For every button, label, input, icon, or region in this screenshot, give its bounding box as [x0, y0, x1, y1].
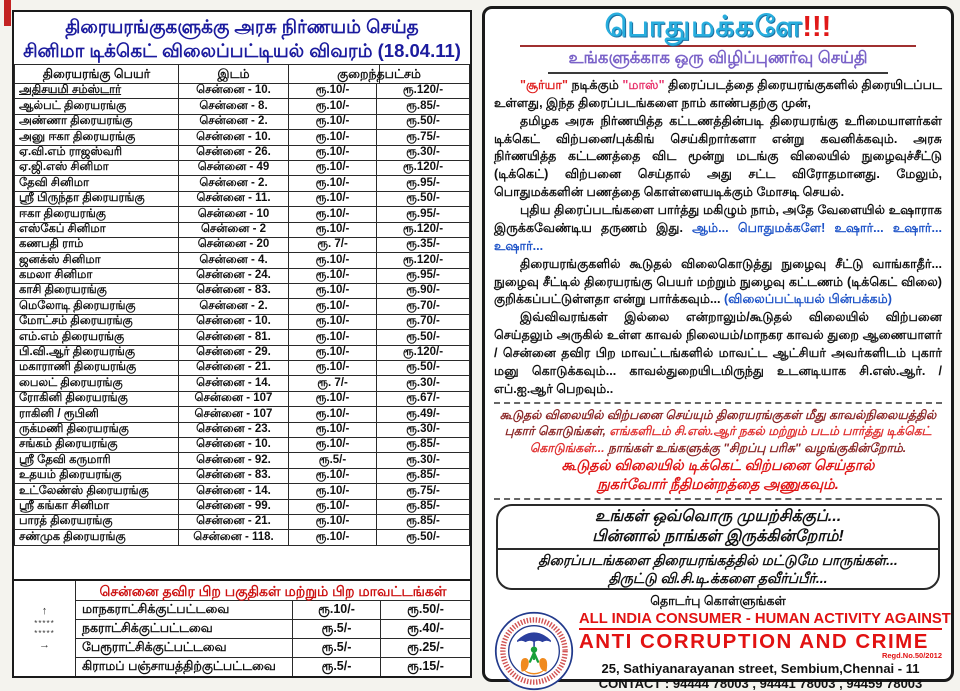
theatre-max-price: ரூ.95/- — [377, 207, 470, 222]
district-row — [76, 620, 470, 639]
pledge-advice-line1: திரைப்படங்களை திரையரங்கத்தில் மட்டுமே பாருங்கள்... — [538, 552, 898, 569]
theatre-rows — [15, 84, 470, 546]
theatre-min-price: ரூ.10/- — [289, 407, 377, 422]
col-header-location: இடம் — [179, 65, 289, 84]
theatre-location: சென்னை - 2. — [179, 299, 289, 314]
table-row — [15, 330, 470, 345]
paragraph-3 — [494, 202, 942, 256]
district-min-price: ரூ.5/- — [292, 639, 380, 657]
theatre-max-price: ரூ.30/- — [377, 422, 470, 437]
table-row — [15, 99, 470, 114]
theatre-name: ரோகினி திரையரங்கு — [15, 391, 179, 406]
awareness-title-exclaim: !!! — [802, 11, 832, 43]
district-min-price: ரூ.10/- — [292, 601, 380, 619]
theatre-min-price: ரூ.10/- — [289, 468, 377, 483]
actor-name: "சூர்யா" — [520, 77, 568, 92]
theatre-location: சென்னை - 21. — [179, 514, 289, 529]
reward-notice — [494, 407, 942, 457]
theatre-max-price: ரூ.50/- — [377, 191, 470, 206]
theatre-max-price: ரூ.49/- — [377, 407, 470, 422]
theatre-max-price: ரூ.120/- — [377, 222, 470, 237]
registration-number: Regd.No.50/2012 — [881, 651, 942, 661]
table-row — [15, 484, 470, 499]
price-list-title-line2: சினிமா டிக்கெட் விலைப்பட்டியல் விவரம் (18.04.11) — [23, 40, 461, 62]
district-category: கிராமப் பஞ்சாயத்திற்குட்பட்டவை — [82, 659, 276, 673]
theatre-name: காசி திரையரங்கு — [15, 284, 179, 299]
theatre-location: சென்னை - 92. — [179, 453, 289, 468]
table-row — [15, 499, 470, 514]
corner-mark — [4, 0, 11, 26]
reward-notice-red: எங்களிடம் சி.எஸ்.ஆர் நகல் மற்றும் படம் பார்த்து டிக்கெட் கொடுங்கள்... — [529, 424, 932, 455]
district-category: நகராட்சிக்குட்பட்டவை — [82, 621, 213, 635]
theatre-max-price: ரூ.30/- — [377, 453, 470, 468]
theatre-location: சென்னை - 81. — [179, 330, 289, 345]
theatre-name: மகாராணி திரையரங்கு — [15, 361, 179, 376]
theatre-location: சென்னை - 10. — [179, 437, 289, 452]
pledge-advice — [498, 550, 938, 588]
table-row — [15, 191, 470, 206]
theatre-min-price: ரூ.10/- — [289, 530, 377, 545]
districts-header: சென்னை தவிர பிற பகுதிகள் மற்றும் பிற மாவட்டங்கள் — [76, 581, 470, 601]
dashed-divider — [494, 498, 942, 500]
theatre-name: எம்.எம் திரையரங்கு — [15, 330, 179, 345]
theatre-name: எஸ்கேப் சினிமா — [15, 222, 179, 237]
go-references — [14, 581, 76, 676]
theatre-min-price: ரூ. 7/- — [289, 237, 377, 252]
table-row — [15, 361, 470, 376]
theatre-location: சென்னை - 10. — [179, 84, 289, 99]
theatre-location: சென்னை - 10. — [179, 314, 289, 329]
theatre-location: சென்னை - 4. — [179, 253, 289, 268]
theatre-min-price: ரூ.10/- — [289, 299, 377, 314]
district-row — [76, 601, 470, 620]
organization-logo — [494, 611, 574, 691]
table-row — [15, 222, 470, 237]
theatre-location: சென்னை - 83. — [179, 468, 289, 483]
theatre-location: சென்னை - 20 — [179, 237, 289, 252]
theatre-min-price: ரூ.10/- — [289, 484, 377, 499]
table-row — [15, 160, 470, 175]
theatre-location: சென்னை - 99. — [179, 499, 289, 514]
table-row — [15, 299, 470, 314]
theatre-price-table — [14, 64, 470, 546]
table-row — [15, 145, 470, 160]
district-max-price: ரூ.40/- — [380, 620, 470, 638]
awareness-panel — [482, 6, 954, 691]
theatre-max-price: ரூ.70/- — [377, 314, 470, 329]
theatre-min-price: ரூ.5/- — [289, 453, 377, 468]
table-row — [15, 391, 470, 406]
awareness-subtitle: உங்களுக்காக ஒரு விழிப்புணர்வு செய்தி — [548, 49, 888, 74]
table-row — [15, 84, 470, 99]
theatre-name: அண்ணா திரையரங்கு — [15, 114, 179, 129]
paragraph-4 — [494, 256, 942, 310]
district-row — [76, 639, 470, 658]
theatre-location: சென்னை - 2 — [179, 222, 289, 237]
theatre-name: ஸ்ரீ தேவி கருமாரி — [15, 453, 179, 468]
theatre-location: சென்னை - 14. — [179, 376, 289, 391]
theatre-location: சென்னை - 8. — [179, 99, 289, 114]
paragraph-1-rest: திரைப்படத்தை திரையரங்குகளில் திரையிடப்பட உள்ளது, இந்த திரைப்படங்களை நாம் காண்பதற்கு முன், — [494, 77, 942, 110]
theatre-max-price: ரூ.85/- — [377, 514, 470, 529]
theatre-min-price: ரூ.10/- — [289, 84, 377, 99]
theatre-min-price: ரூ.10/- — [289, 284, 377, 299]
theatre-location: சென்னை - 14. — [179, 484, 289, 499]
theatre-max-price: ரூ.95/- — [377, 176, 470, 191]
table-row — [15, 407, 470, 422]
district-category: பேரூராட்சிக்குட்பட்டவை — [82, 640, 227, 654]
pledge-box — [496, 504, 940, 590]
theatre-name: ஆல்பட் திரையரங்கு — [15, 99, 179, 114]
theatre-name: மெலோடி திரையரங்கு — [15, 299, 179, 314]
awareness-title-text: பொதுமக்களே — [604, 11, 803, 43]
theatre-name: ஸ்ரீ பிருந்தா திரையரங்கு — [15, 191, 179, 206]
theatre-location: சென்னை - 29. — [179, 345, 289, 360]
theatre-min-price: ரூ.10/- — [289, 391, 377, 406]
theatre-name: அதிசயமி சம்ஸ்டார் — [15, 84, 179, 99]
theatre-min-price: ரூ.10/- — [289, 253, 377, 268]
theatre-name: சண்முக திரையரங்கு — [15, 530, 179, 545]
theatre-max-price: ரூ.75/- — [377, 130, 470, 145]
theatre-name: பைலட் திரையரங்கு — [15, 376, 179, 391]
other-districts-section — [14, 579, 470, 676]
theatre-min-price: ரூ.10/- — [289, 345, 377, 360]
movie-name: "மாஸ்" — [622, 77, 665, 92]
theatre-max-price: ரூ.30/- — [377, 376, 470, 391]
table-row — [15, 422, 470, 437]
paragraph-1-mid: நடிக்கும் — [567, 77, 623, 92]
price-list-panel — [12, 10, 472, 678]
theatre-location: சென்னை - 49 — [179, 160, 289, 175]
theatre-min-price: ரூ.10/- — [289, 330, 377, 345]
theatre-name: ஏ.வி.எம் ராஜஸ்வரி — [15, 145, 179, 160]
theatre-max-price: ரூ.50/- — [377, 361, 470, 376]
theatre-max-price: ரூ.35/- — [377, 237, 470, 252]
theatre-min-price: ரூ.10/- — [289, 207, 377, 222]
table-row — [15, 237, 470, 252]
paragraph-1 — [494, 77, 942, 113]
theatre-min-price: ரூ.10/- — [289, 176, 377, 191]
theatre-location: சென்னை - 24. — [179, 268, 289, 283]
table-row — [15, 530, 470, 545]
districts-table — [76, 581, 470, 676]
dashed-divider — [494, 402, 942, 404]
theatre-name: உதயம் திரையரங்கு — [15, 468, 179, 483]
organization-name-line1: ALL INDIA CONSUMER - HUMAN ACTIVITY AGAINST — [579, 611, 942, 630]
umbrella-pole — [533, 641, 535, 647]
theatre-max-price: ரூ.85/- — [377, 499, 470, 514]
theatre-name: மோட்சம் திரையரங்கு — [15, 314, 179, 329]
theatre-location: சென்னை - 107 — [179, 407, 289, 422]
pledge-advice-line2: திருட்டு வி.சி.டி.க்களை தவீர்ப்பீர்... — [608, 570, 828, 587]
theatre-location: சென்னை - 107 — [179, 391, 289, 406]
theatre-max-price: ரூ.70/- — [377, 299, 470, 314]
theatre-max-price: ரூ.50/- — [377, 330, 470, 345]
theatre-name: அனு ஈகா திரையரங்கு — [15, 130, 179, 145]
theatre-name: ஈகா திரையரங்கு — [15, 207, 179, 222]
arrow-right-icon: → — [39, 638, 50, 651]
paragraph-3-black: புதிய திரைப்படங்களை பார்த்து மகிழும் நாம், அதே வேளையில் உஷாராக இருக்கவேண்டிய தருணம் இது. — [494, 203, 942, 235]
district-row — [76, 658, 470, 676]
table-row — [15, 437, 470, 452]
theatre-min-price: ரூ.10/- — [289, 268, 377, 283]
consumer-court-warning-line2: நுகர்வோர் நீதிமன்றத்தை அணுகவும். — [597, 477, 839, 494]
price-list-title-line1: திரையரங்குகளுக்கு அரசு நிர்ணயம் செய்த — [65, 16, 419, 37]
theatre-location: சென்னை - 2. — [179, 114, 289, 129]
organization-text — [579, 611, 951, 691]
theatre-min-price: ரூ.10/- — [289, 361, 377, 376]
theatre-min-price: ரூ.10/- — [289, 191, 377, 206]
theatre-location: சென்னை - 23. — [179, 422, 289, 437]
theatre-location: சென்னை - 21. — [179, 361, 289, 376]
district-min-price: ரூ.5/- — [292, 658, 380, 676]
theatre-location: சென்னை - 11. — [179, 191, 289, 206]
district-max-price: ரூ.15/- — [380, 658, 470, 676]
consumer-court-warning-line1: கூடுதல் விலையில் டிக்கெட் விற்பனை செய்தால் — [561, 458, 875, 475]
theatre-name: ஏ.ஜி.எஸ் சினிமா — [15, 160, 179, 175]
theatre-max-price: ரூ.85/- — [377, 468, 470, 483]
table-row — [15, 453, 470, 468]
theatre-name: சங்கம் திரையரங்கு — [15, 437, 179, 452]
stars-divider: ***** — [34, 628, 55, 638]
theatre-name: உட்லேண்ஸ் திரையரங்கு — [15, 484, 179, 499]
pledge-support — [498, 506, 938, 550]
table-row — [15, 376, 470, 391]
table-row — [15, 345, 470, 360]
theatre-min-price: ரூ.10/- — [289, 130, 377, 145]
district-max-price: ரூ.25/- — [380, 639, 470, 657]
theatre-min-price: ரூ.10/- — [289, 114, 377, 129]
theatre-min-price: ரூ.10/- — [289, 514, 377, 529]
table-row — [15, 130, 470, 145]
theatre-min-price: ரூ.10/- — [289, 437, 377, 452]
contact-heading: தொடர்பு கொள்ளுங்கள் — [650, 594, 786, 609]
theatre-max-price: ரூ.120/- — [377, 84, 470, 99]
paragraph-2: தமிழக அரசு நிர்ணயித்த கட்டணத்தின்படி திரையரங்கு உரிமையாளர்கள் டிக்கெட் விற்பனை/புக்கிங் செய்கிறார்களா என்று கவனிக்கவும். அரசு நிர்ணயித்த கட்டணத்தை விட மூன்று மடங்கு விலையில் நுழைவுச்சீட்டு (டிக்கெட்) விற்பனை செய்தால் அது சட்ட விரோதமானது. மேலும், பொதுமக்களின் பணத்தை கொள்ளையடிக்கும் மோசடி செயல். — [494, 113, 942, 200]
theatre-max-price: ரூ.50/- — [377, 530, 470, 545]
theatre-location: சென்னை - 10 — [179, 207, 289, 222]
reward-notice-maroon1: கூடுதல் விலையில் விற்பனை செய்யும் திரையரங்குகள் மீது காவல்நிலையத்தில் புகார் கொடுங்கள், — [499, 407, 937, 439]
theatre-name: பாரத் திரையரங்கு — [15, 514, 179, 529]
arrow-up-icon: ↑ — [41, 604, 48, 617]
stars-divider: ***** — [34, 618, 55, 628]
theatre-name: பி.வி.ஆர் திரையரங்கு — [15, 345, 179, 360]
theatre-name: தேவி சினிமா — [15, 176, 179, 191]
theatre-location: சென்னை - 10. — [179, 130, 289, 145]
theatre-name: கமலா சினிமா — [15, 268, 179, 283]
table-row — [15, 114, 470, 129]
theatre-name: ஸ்ரீ கங்கா சினிமா — [15, 499, 179, 514]
table-row — [15, 284, 470, 299]
organization-block — [494, 611, 951, 691]
theatre-min-price: ரூ.10/- — [289, 160, 377, 175]
table-row — [15, 314, 470, 329]
theatre-name: ஜனக்ஸ் சினிமா — [15, 253, 179, 268]
reward-notice-maroon2: நாங்கள் உங்களுக்கு "சிறப்பு பரிசு" வழங்குகின்றோம். — [604, 440, 907, 455]
theatre-location: சென்னை - 118. — [179, 530, 289, 545]
alert-slogan: ஆம்... பொதுமக்களே! உஷார்... உஷார்... உஷார்... — [494, 220, 942, 253]
theatre-max-price: ரூ.95/- — [377, 268, 470, 283]
theatre-min-price: ரூ.10/- — [289, 499, 377, 514]
theatre-min-price: ரூ. 7/- — [289, 376, 377, 391]
theatre-max-price: ரூ.120/- — [377, 345, 470, 360]
theatre-max-price: ரூ.67/- — [377, 391, 470, 406]
district-category: மாநகராட்சிக்குட்பட்டவை — [82, 602, 230, 616]
theatre-min-price: ரூ.10/- — [289, 145, 377, 160]
theatre-name: ருக்மணி திரையரங்கு — [15, 422, 179, 437]
theatre-location: சென்னை - 26. — [179, 145, 289, 160]
theatre-min-price: ரூ.10/- — [289, 99, 377, 114]
price-list-title — [14, 12, 470, 64]
awareness-title — [520, 12, 916, 47]
theatre-max-price: ரூ.120/- — [377, 160, 470, 175]
table-row — [15, 268, 470, 283]
pledge-support-line1: உங்கள் ஒவ்வொரு முயற்சிக்குப்... — [594, 508, 842, 526]
pledge-support-line2: பின்னால் நாங்கள் இருக்கின்றோம்! — [592, 528, 844, 546]
theatre-name: ராகினி / ரூபினி — [15, 407, 179, 422]
theatre-min-price: ரூ.10/- — [289, 222, 377, 237]
theatre-max-price: ரூ.90/- — [377, 284, 470, 299]
organization-address: 25, Sathiyanarayanan street, Sembium,Chennai - 11 — [601, 661, 920, 677]
district-max-price: ரூ.50/- — [380, 601, 470, 619]
awareness-body — [494, 77, 942, 399]
pricelist-backside-note: (விலைப்பட்டியல் பின்பக்கம்) — [723, 292, 892, 307]
table-header-row — [15, 65, 470, 84]
theatre-location: சென்னை - 2. — [179, 176, 289, 191]
table-row — [15, 468, 470, 483]
theatre-location: சென்னை - 83. — [179, 284, 289, 299]
theatre-min-price: ரூ.10/- — [289, 422, 377, 437]
district-rows — [76, 601, 470, 676]
paragraph-4-black: திரையரங்குகளில் கூடுதல் விலைகொடுத்து நுழைவு சீட்டு வாங்காதீர்... நுழைவு சீட்டில் திரையரங்கு பெயர் மற்றும் நுழைவு கட்டணம் (டிக்கெட் விலை) குறிக்கப்பட்டுள்ளதா என்று பார்க்கவும்... — [494, 256, 942, 307]
table-row — [15, 207, 470, 222]
theatre-name: கணபதி ராம் — [15, 237, 179, 252]
col-header-minimum: குறைந்தபட்சம் — [289, 65, 470, 84]
theatre-min-price: ரூ.10/- — [289, 314, 377, 329]
consumer-court-warning — [506, 457, 930, 495]
theatre-max-price: ரூ.85/- — [377, 437, 470, 452]
table-row — [15, 514, 470, 529]
theatre-max-price: ரூ.85/- — [377, 99, 470, 114]
col-header-theatre-name: திரையரங்கு பெயர் — [15, 65, 179, 84]
theatre-max-price: ரூ.30/- — [377, 145, 470, 160]
paragraph-5: இவ்விவரங்கள் இல்லை என்றாலும்/கூடுதல் விலையில் விற்பனை செய்தலும் அருகில் உள்ள காவல் நிலையம்/மாநகர காவல் துறை ஆணையாளர் / சென்னை தவிர பிற மாவட்டங்களில் மாவட்ட ஆட்சியர் அவர்களிடம் புகார் மனு கொடுக்கவும்... காவல்துறையிடமிருந்து உடனடியாக சி.எஸ்.ஆர். / எப்.ஐ.ஆர் பெறவும்.. — [494, 310, 942, 396]
table-row — [15, 253, 470, 268]
district-min-price: ரூ.5/- — [292, 620, 380, 638]
table-row — [15, 176, 470, 191]
theatre-max-price: ரூ.75/- — [377, 484, 470, 499]
contact-phone-numbers: CONTACT : 94444 78003 , 94441 78003 , 94459 78003 — [598, 676, 923, 691]
theatre-max-price: ரூ.50/- — [377, 114, 470, 129]
organization-name-line2: ANTI CORRUPTION AND CRIME — [579, 630, 929, 654]
theatre-max-price: ரூ.120/- — [377, 253, 470, 268]
